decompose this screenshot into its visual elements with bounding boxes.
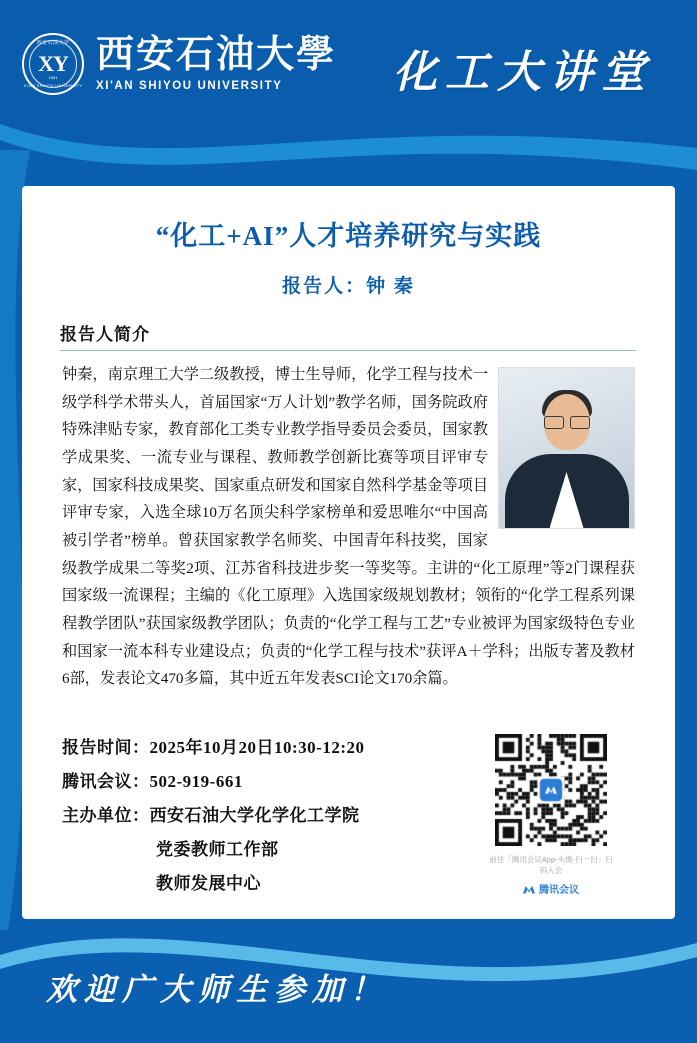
banner-title: 化工大讲堂 xyxy=(393,48,653,97)
portrait-glasses xyxy=(543,416,591,428)
event-time-row xyxy=(62,731,462,765)
qr-brand-label: 腾讯会议 xyxy=(539,885,579,896)
event-organizer-row xyxy=(62,799,462,833)
speaker-bio-block xyxy=(62,361,635,693)
qr-caption: 前往「腾讯会议App-头像-扫一扫」扫码入会 xyxy=(489,855,613,875)
bio-section-header xyxy=(60,320,640,351)
event-meeting-value: 502-919-661 xyxy=(149,772,243,791)
qr-canvas xyxy=(495,734,607,846)
event-organizer-line2: 党委教师工作部 xyxy=(156,840,279,859)
event-meeting-label: 腾讯会议： xyxy=(62,772,150,791)
seal-year: 1951 xyxy=(48,75,58,80)
university-name-block xyxy=(96,36,336,92)
tencent-meeting-icon xyxy=(523,884,535,894)
event-time-label: 报告时间： xyxy=(62,738,150,757)
event-meeting-row xyxy=(62,765,462,799)
university-seal-icon xyxy=(22,33,84,95)
content-card xyxy=(22,186,675,919)
speaker-portrait xyxy=(498,367,635,529)
footer-welcome-text: 欢迎广大师生参加！ xyxy=(46,972,388,1007)
seal-monogram: XY xyxy=(38,51,68,76)
seal-top-text: 西安石油大学 xyxy=(36,40,70,46)
event-organizer-line3: 教师发展中心 xyxy=(156,874,261,893)
qr-area xyxy=(489,734,613,896)
university-name-en: XI'AN SHIYOU UNIVERSITY xyxy=(96,79,283,92)
speaker-bio-text: 钟秦，南京理工大学二级教授，博士生导师，化学工程与技术一级学科学术带头人，首届国家“万人计划”教学名师，国务院政府特殊津贴专家，教育部化工类专业教学指导委员会委员，国家教学成果奖、一流专业与课程、教师教学创新比赛等项目评审专家，国家科技成果奖、国家重点研发和国家自然科学基金等项目评审专家，入选全球10万名顶尖科学家榜单和爱思唯尔“中国高被引学者”榜单。曾获国家教学名师奖、中国青年科技奖，国家级教学成果二等奖2项、江苏省科技进步奖一等奖等。主讲的“化工原理”等2门课程获国家级一流课程；主编的《化工原理》入选国家级规划教材；领衔的“化学工程系列课程教学团队”获国家级教学团队；负责的“化学工程与工艺”专业被评为国家级特色专业和国家一流本科专业建设点；负责的“化学工程与技术”获评A＋学科；出版专著及教材6部，发表论文470多篇，其中近五年发表SCI论文170余篇。 xyxy=(62,366,635,688)
bio-section-title: 报告人简介 xyxy=(60,325,150,344)
bio-section-divider xyxy=(60,350,636,351)
qr-brand xyxy=(489,881,613,896)
event-organizer-value: 西安石油大学化学化工学院 xyxy=(149,806,360,825)
university-logo-block xyxy=(22,33,336,95)
university-name-cn: 西安石油大學 xyxy=(96,34,337,77)
poster-header xyxy=(0,0,697,128)
meeting-qr-code[interactable] xyxy=(495,734,607,846)
speaker-line: 报告人：钟 秦 xyxy=(282,276,415,297)
seal-bottom-text: XI'AN SHIYOU UNIVERSITY xyxy=(23,83,83,88)
event-time-value: 2025年10月20日10:30-12:20 xyxy=(149,738,365,757)
event-info-block xyxy=(62,731,462,901)
event-organizer-label: 主办单位： xyxy=(62,806,150,825)
talk-title: “化工+AI”人才培养研究与实践 xyxy=(155,221,542,251)
